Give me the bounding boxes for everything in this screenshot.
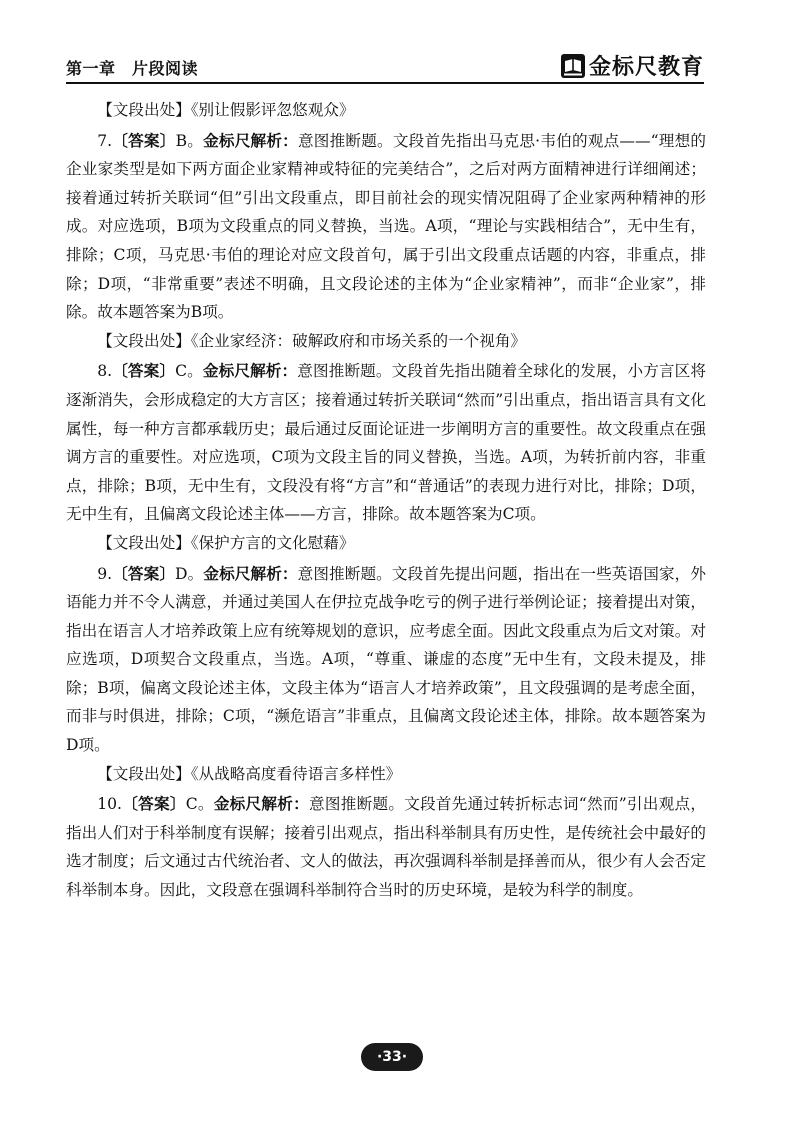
answer-paragraph: 7.〔答案〕B。金标尺解析：意图推断题。文段首先指出马克思·韦伯的观点——“理想的企业家类型是如下两方面企业家精神或特征的完美结合”，之后对两方面精神进行详细阐述；接着通过转折关联词“但”引出文段重点，即目前社会的现实情况阻碍了企业家两种精神的形成。对应选项，B项为文段重点的同义替换，当选。A项，“理论与实践相结合”，无中生有，排除；C项，马克思·韦伯的理论对应文段首句，属于引出文段重点话题的内容，非重点，排除；D项，“非常重要”表述不明确，且文段论述的主体为“企业家精神”，而非“企业家”，排除。故本题答案为B项。 — [66, 131, 706, 322]
book-logo-icon — [560, 53, 586, 79]
answer-paragraph: 10.〔答案〕C。金标尺解析：意图推断题。文段首先通过转折标志词“然而”引出观点，指出人们对于科举制度有误解；接着引出观点，指出科举制具有历史性，是传统社会中最好的选才制度；后文通过古代统治者、文人的做法，再次强调科举制是择善而从，很少有人会否定科举制本身。因此，文段意在强调科举制符合当时的历史环境，是较为科学的制度。 — [66, 795, 706, 900]
answer-paragraph: 8.〔答案〕C。金标尺解析：意图推断题。文段首先指出随着全球化的发展，小方言区将逐渐消失，会形成稳定的大方言区；接着通过转折关联词“然而”引出重点，指出语言具有文化属性，每一种方言都承载历史；最后通过反面论证进一步阐明方言的重要性。故文段重点在强调方言的重要性。对应选项，C项为文段主旨的同义替换，当选。A项，为转折前内容，非重点，排除；B项，无中生有，文段没有将“方言”和“普通话”的表现力进行对比，排除；D项，无中生有，且偏离文段论述主体——方言，排除。故本题答案为C项。 — [66, 362, 706, 524]
source-line: 【文段出处】《企业家经济：破解政府和市场关系的一个视角》 — [97, 331, 527, 350]
page-number: ·33· — [361, 1043, 423, 1071]
source-line: 【文段出处】《别让假影评忽悠观众》 — [97, 101, 355, 119]
page-header — [66, 48, 704, 84]
publisher-logo — [560, 50, 704, 81]
chapter-title: 第一章 片段阅读 — [66, 59, 199, 78]
source-line: 【文段出处】《保护方言的文化慰藉》 — [97, 533, 355, 552]
answer-content — [66, 96, 706, 905]
source-line: 【文段出处】《从战略高度看待语言多样性》 — [97, 764, 402, 783]
answer-paragraph: 9.〔答案〕D。金标尺解析：意图推断题。文段首先提出问题，指出在一些英语国家，外语能力并不令人满意，并通过美国人在伊拉克战争吃亏的例子进行举例论证；接着提出对策，指出在语言人才培养政策上应有统筹规划的意识，应考虑全面。因此文段重点为后文对策。对应选项，D项契合文段重点，当选。A项，“尊重、谦虚的态度”无中生有，文段未提及，排除；B项，偏离文段论述主体，文段主体为“语言人才培养政策”，且文段强调的是考虑全面，而非与时俱进，排除；C项，“濒危语言”非重点，且偏离文段论述主体，排除。故本题答案为D项。 — [66, 564, 706, 755]
logo-text: 金标尺教育 — [588, 55, 704, 80]
